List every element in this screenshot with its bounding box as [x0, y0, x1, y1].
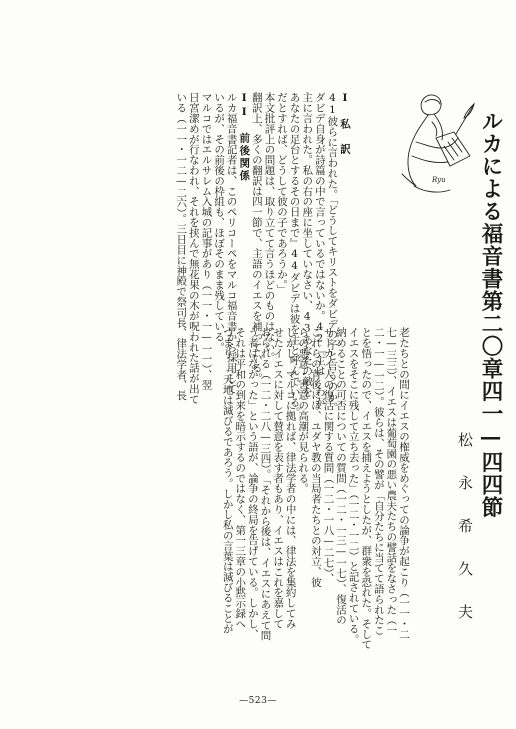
text-line: つまり、「天地は滅びるであろう。しかし私の言葉は滅びることが	[221, 327, 234, 634]
text-line: う者はなかった」という語が、論争の終局を告げている。しかし、	[246, 327, 259, 640]
text-line: いるが、その前後の枠組も、ほぼそのまま残している。	[213, 92, 226, 353]
text-line: それは平和の到来を暗示するのではなく、第一三章の小黙示録へ	[234, 327, 247, 629]
text-line: 41彼らに言われた。「どうしてキリストをダビデの子と言うのか。	[326, 92, 339, 413]
text-line: 七—三三）、イエスは葡萄園の悪い農夫たちの譬話をなさった（一	[385, 327, 398, 636]
lower-text-block	[221, 327, 410, 693]
text-line: しかし、マルコに拠れば、律法学者の中には、律法を集約してみ	[284, 327, 297, 629]
section-heading-translation: I 私 訳	[339, 92, 351, 156]
text-line: 納めることの可否についての質問（一二・一三—一七）、復活の	[335, 327, 348, 625]
text-line: らの悪意・害意の高潮が見られる。	[297, 327, 310, 494]
text-line: 本文批評上の問題は、取り立てて言うほどのものはない。	[263, 92, 276, 363]
text-line: 日宮潔めが行なわれ、それを挟んで無花果の木が呪われた話が出て	[187, 92, 200, 405]
page-title: ルカによる福音書第二〇章四一—四四節	[478, 110, 503, 519]
text-line: 主に言われた。私の右の座に坐していなさい、43あなたの敵を	[301, 92, 314, 397]
text-line: ダビデ自身が詩篇の中で言っているではないか。42『主は わが	[313, 92, 326, 408]
text-line: 老たちとの間にイエスの権威をめぐっての論争が起こり（一一・二	[398, 327, 410, 640]
page-number: —523—	[239, 696, 277, 706]
text-line: ルカ福音書記者は、このペリコーペをマルコ福音書から採用して	[225, 92, 238, 394]
text-line: 二・一—一二）。彼らは、その譬が「自分たちに当てて語られたこ	[372, 327, 385, 636]
text-line: マルコではエルサレム入城の記事があり（一一・一—一一）、翌	[200, 92, 213, 390]
writer-illustration	[392, 82, 476, 200]
text-line: あなたの足台とするその日まで』44ダビデは彼を主と呼んでいる。	[288, 92, 301, 418]
section-heading-context: II 前後関係	[238, 92, 251, 183]
text-line: 翻訳上、多くの翻訳は四一節で、主語のイエスを補っている。	[250, 92, 263, 384]
text-line: だとすれば、どうして彼の子であろうか。」	[276, 92, 289, 295]
text-line: サドカイ人の復活に関する質問（一二・一八—二七）、	[322, 327, 335, 584]
text-line: イエスをそこに残して立ち去った」（一二・一二）と記されている。	[347, 327, 360, 645]
illustration-signature: Ryu	[432, 176, 446, 184]
author-name: 松 永 希 久 夫	[456, 432, 474, 624]
text-line: いる（一一・一二—二六）。三日目に神殿で祭司長、律法学者、長	[175, 92, 188, 401]
text-line: おられる（一二・二八—三四）。「それから後は、イエスにあえて問	[259, 327, 272, 641]
text-line: せたイエスに対して賛意を表す者もあり、イエスはこれを嘉して	[272, 327, 285, 629]
text-line: これらの背後には、ユダヤ教の当局者たちとの対立、彼	[309, 327, 322, 588]
text-line: とを悟ったので、イエスを捕えようとしたが、群衆を恐れた。そして	[360, 327, 373, 650]
